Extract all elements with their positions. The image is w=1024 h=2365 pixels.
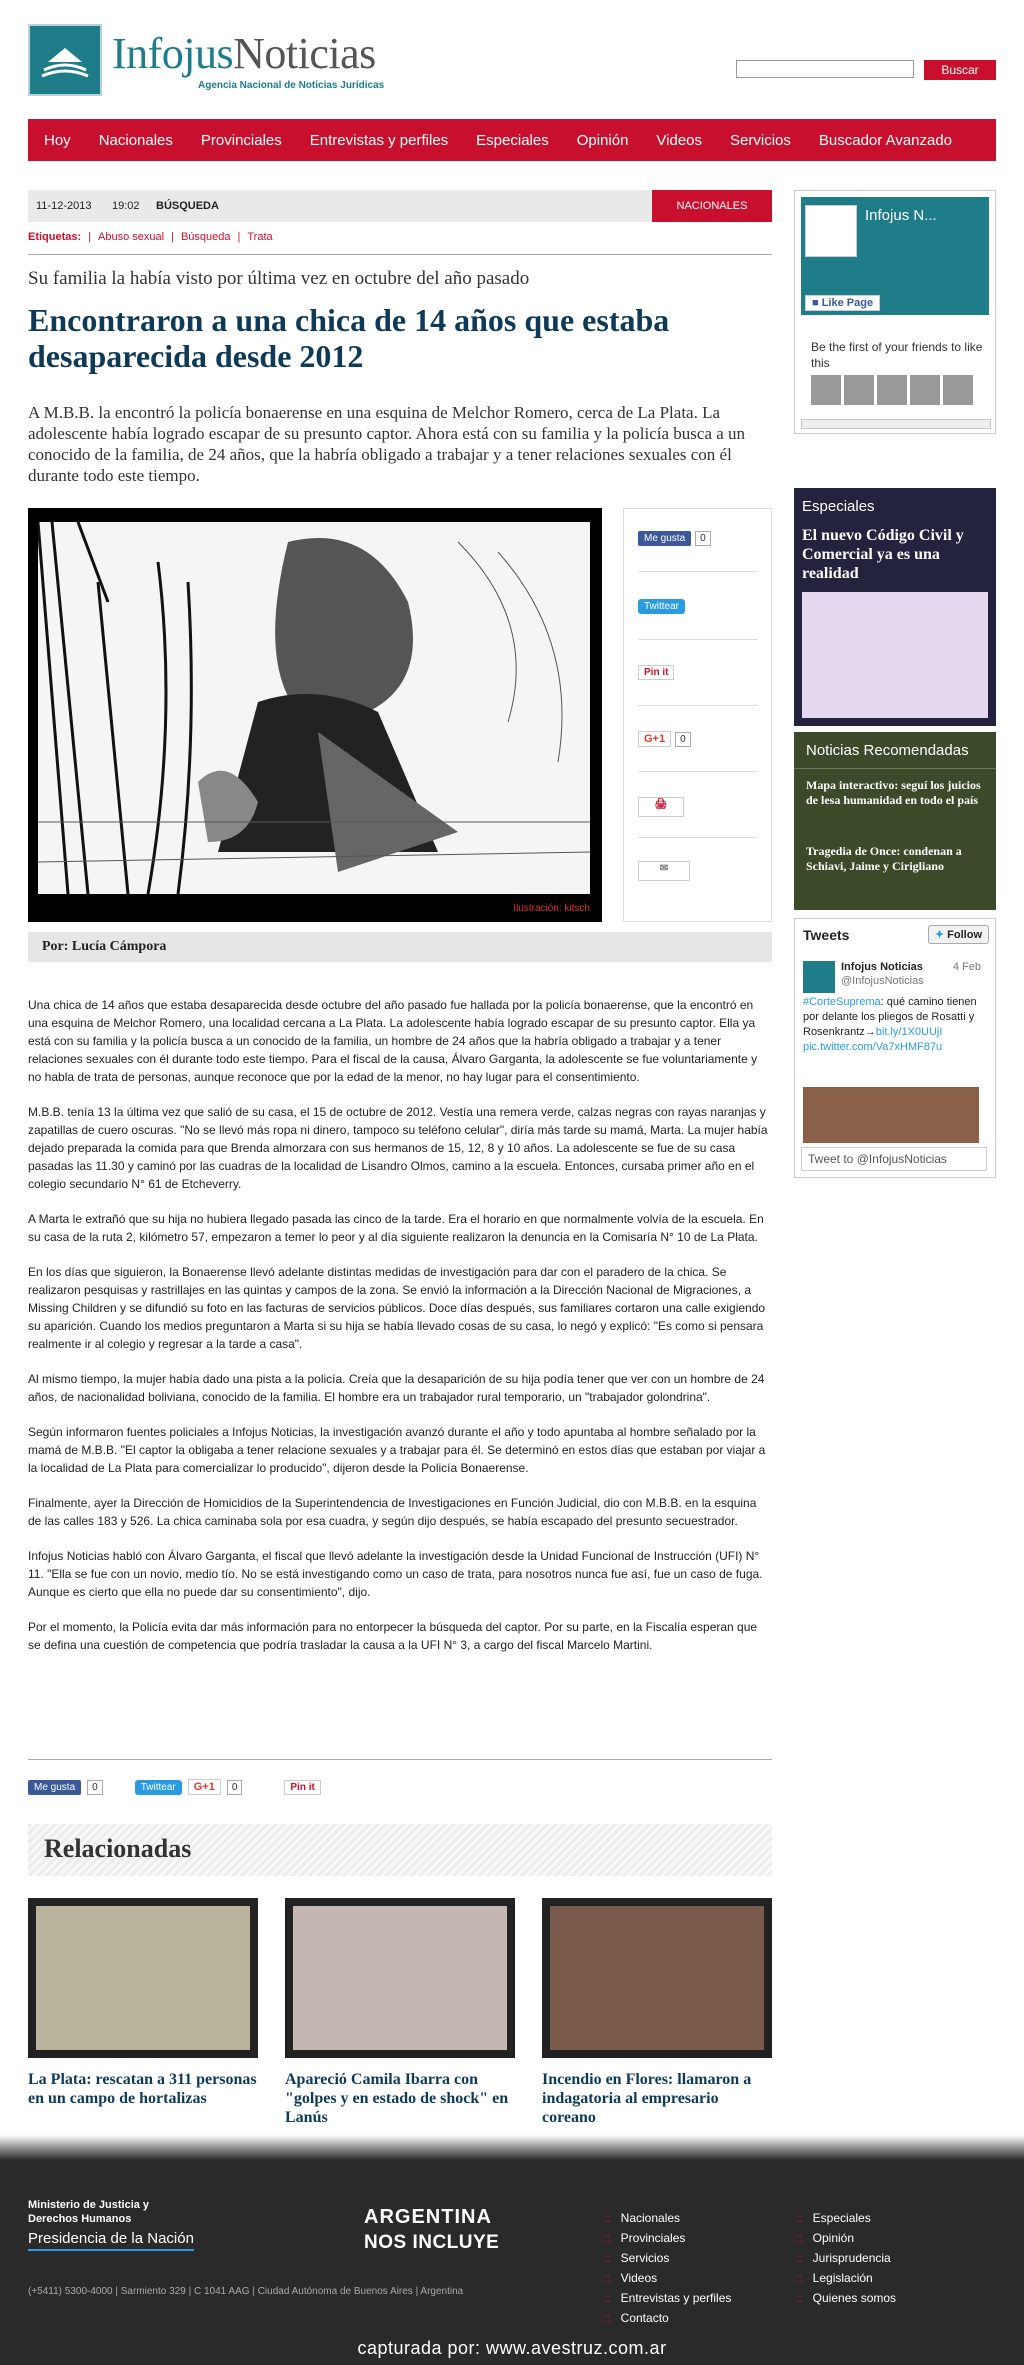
twitter-timeline-widget [794, 918, 996, 1178]
footer-link[interactable]: :: Entrevistas y perfiles [604, 2288, 731, 2308]
avatar[interactable] [943, 375, 973, 405]
tweets-title: Tweets [803, 927, 850, 943]
nav-item-provinciales[interactable]: Provinciales [200, 131, 282, 149]
footer-link[interactable]: :: Nacionales [604, 2208, 731, 2228]
recomendadas-box [794, 732, 996, 910]
avatar[interactable] [910, 375, 940, 405]
print-widget[interactable] [638, 797, 684, 817]
site-footer [0, 2160, 1024, 2365]
nav-item-buscador-avanzado[interactable]: Buscador Avanzado [818, 131, 953, 149]
tags-label: Etiquetas: [28, 231, 82, 243]
related-image[interactable] [28, 1898, 258, 2058]
capture-credit: capturada por: www.avestruz.com.ar [357, 2338, 667, 2358]
horizontal-scrollbar[interactable] [801, 419, 991, 429]
tweet-media-link[interactable]: pic.twitter.com/Va7xHMF87u [803, 1041, 943, 1053]
search-input[interactable] [736, 60, 914, 78]
avatar[interactable] [844, 375, 874, 405]
recomendada-link[interactable]: Tragedia de Once: condenan a Schiavi, Jaime y Cirigliano [806, 844, 962, 873]
gplus-count: 0 [675, 732, 691, 747]
body-paragraph: En los días que siguieron, la Bonaerense llevó adelante distintas medidas de investigación para dar con el paradero de la chica. Se realizaron pesquisas y rastrillajes en las quintas y campos de la zona. Se envió la información a la Dirección Nacional de Migraciones, a Missing Children y se difundió su foto en las facturas de servicios públicos. Doce días después, sus familiares cortaron una calle exigiendo su aparición. Cuando los medios preguntaron a Marta si su hija se había llevado cosas de su casa, lo negó y explicó: "Es como si pensara realmente ir al colegio y regresar a la tarde a casa". [28, 1265, 766, 1351]
article-headline: Encontraron a una chica de 14 años que estaba desaparecida desde 2012 [28, 302, 670, 374]
fb-like-button[interactable]: Me gusta [28, 1780, 81, 1795]
related-card[interactable] [28, 1898, 258, 2108]
recomendadas-header: Noticias Recomendadas [794, 732, 996, 769]
logo-subtitle: Agencia Nacional de Noticias Jurídicas [198, 80, 385, 91]
related-title[interactable]: La Plata: rescatan a 311 personas en un campo de hortalizas [28, 2071, 257, 2107]
section-badge[interactable]: NACIONALES [652, 190, 772, 222]
article-date: 11-12-2013 [36, 200, 92, 212]
avatar[interactable] [877, 375, 907, 405]
tweet-hashtag[interactable]: #CorteSuprema [803, 996, 881, 1008]
tag-link[interactable]: Trata [247, 231, 273, 243]
logo-name: InfojusNoticias [112, 29, 376, 78]
tweet-user[interactable]: Infojus Noticias [841, 961, 923, 973]
article-kicker: Su familia la había visto por última vez en octubre del año pasado [28, 268, 530, 289]
body-paragraph: Según informaron fuentes policiales a Infojus Noticias, la investigación avanzó durante el año y todo apuntaba al hombre señalado por la mamá de M.B.B. "El captor la obligaba a tener relacione sexuales y a trabajar para él. Se determinó en estos días que estaban por viajar a la localidad de La Plata para comercializar lo producido", dijeron desde la Policía Bonaerense. [28, 1425, 766, 1475]
illustration-caption: Ilustración: kitsch [513, 903, 590, 914]
body-paragraph: Infojus Noticias habló con Álvaro Garganta, el fiscal que llevó adelante la investigación desde la Unidad Funcional de Instrucción (UFI) N° 11. "Ella se fue con un novio, medio tío. No se está investigando como un caso de trata, para nosotros nunca fue así, fue un caso de fuga. Aunque es cierto que ella no puede dar su consentimiento", dijo. [28, 1549, 763, 1599]
fb-page-avatar[interactable] [805, 205, 857, 257]
related-heading-text: Relacionadas [44, 1834, 192, 1863]
share-column [623, 508, 772, 922]
footer-link[interactable]: :: Opinión [796, 2228, 896, 2248]
footer-address: (+5411) 5300-4000 | Sarmiento 329 | C 1041 AAG | Ciudad Autónoma de Buenos Aires | Argentina [28, 2286, 464, 2297]
fb-like-widget[interactable] [638, 531, 711, 546]
gplus-count: 0 [227, 1780, 243, 1795]
nav-item-nacionales[interactable]: Nacionales [98, 131, 173, 149]
fb-page-banner[interactable] [801, 197, 989, 315]
especiales-box[interactable] [794, 488, 996, 726]
article-section: BÚSQUEDA [156, 200, 219, 212]
gplus-button[interactable]: G+1 [188, 1779, 221, 1795]
footer-link[interactable]: :: Legislación [796, 2268, 896, 2288]
footer-fade [0, 2135, 1024, 2160]
especiales-image[interactable] [802, 592, 988, 718]
tweet-button[interactable]: Twittear [135, 1780, 182, 1795]
article-body [28, 996, 772, 1671]
nav-item-hoy[interactable]: Hoy [44, 131, 71, 149]
twitter-follow-button[interactable]: ✦ Follow [928, 925, 989, 944]
nav-item-videos[interactable]: Videos [656, 131, 703, 149]
tweet-to-input[interactable]: Tweet to @InfojusNoticias [801, 1147, 987, 1171]
body-paragraph: Por el momento, la Policía evita dar más información para no entorpecer la búsqueda del captor. Por su parte, en la Fiscalía esperan que se defina una cuestión de competencia que podría trasladar la causa a la UFI N° 3, a cargo del fiscal Marcelo Martini. [28, 1620, 758, 1652]
footer-link[interactable]: :: Jurisprudencia [796, 2248, 896, 2268]
related-image[interactable] [542, 1898, 772, 2058]
footer-links-col-2 [796, 2208, 896, 2308]
footer-link[interactable]: :: Servicios [604, 2248, 731, 2268]
body-paragraph: M.B.B. tenía 13 la última vez que salió de su casa, el 15 de octubre de 2012. Vestía una remera verde, calzas negras con rayas naranjas y zapatillas de cuero oscuras. "No se llevó más ropa ni dinero, tampoco su teléfono celular", diría más tarde su mamá, Marta. La mujer había dejado preparada la comida para que Brenda almorzara con sus hermanos de 15, 12, 8 y 10 años. La adolescente se fue de su casa pasadas las 11.30 y caminó por las cuadras de la localidad de Lisandro Olmos, camino a la escuela. Entonces, cursaba primer año en el colegio secundario N° 61 de Etcheverry. [28, 1105, 768, 1191]
main-nav [28, 119, 996, 161]
footer-link[interactable]: :: Especiales [796, 2208, 896, 2228]
related-title[interactable]: Apareció Camila Ibarra con "golpes y en estado de shock" en Lanús [285, 2071, 509, 2126]
gplus-button[interactable]: G+1 [638, 731, 671, 747]
article-illustration [28, 508, 602, 922]
fb-like-button[interactable]: Me gusta [638, 531, 691, 546]
tweet-text: #CorteSuprema: qué camino tienen por delante los pliegos de Rosatti y Rosenkrantz→bit.ly/1X0UUjI pic.twitter.com/Va7xHMF87u [803, 996, 977, 1053]
body-paragraph: Finalmente, ayer la Dirección de Homicidios de la Superintendencia de Investigaciones en Función Judicial, dio con M.B.B. en la esquina de las calles 183 y 526. La chica caminaba sola por esa cuadra, y según dijo después, se había escapado del presunto secuestrador. [28, 1496, 757, 1528]
recomendada-link[interactable]: Mapa interactivo: seguí los juicios de lesa humanidad en todo el país [806, 778, 981, 807]
fb-first-friends-text: Be the first of your friends to like this [811, 340, 983, 370]
related-heading [28, 1824, 772, 1876]
pinit-button[interactable]: Pin it [638, 665, 674, 680]
tags-row: Etiquetas: | Abuso sexual | Búsqueda | Trata [28, 231, 273, 243]
search-button[interactable]: Buscar [924, 60, 996, 80]
footer-presidencia[interactable]: Presidencia de la Nación [28, 2230, 194, 2251]
divider [28, 1759, 772, 1760]
related-image[interactable] [285, 1898, 515, 2058]
twitter-avatar[interactable] [803, 961, 835, 993]
fb-friend-faces [811, 375, 973, 405]
fb-page-name[interactable]: Infojus N... [865, 207, 937, 224]
especiales-label: Especiales [802, 498, 875, 515]
related-card[interactable] [285, 1898, 515, 2127]
especiales-title[interactable]: El nuevo Código Civil y Comercial ya es una realidad [802, 527, 964, 582]
footer-ministerio[interactable]: Ministerio de Justicia y Derechos Humanos [28, 2199, 150, 2225]
pinit-button[interactable]: Pin it [284, 1780, 320, 1795]
footer-nos-incluye: NOS INCLUYE [364, 2232, 500, 2253]
related-card[interactable] [542, 1898, 772, 2127]
fb-like-count: 0 [87, 1780, 103, 1795]
bottom-share-bar [28, 1779, 321, 1795]
divider [28, 254, 772, 255]
tweet-link[interactable]: bit.ly/1X0UUjI [875, 1026, 943, 1038]
related-title[interactable]: Incendio en Flores: llamaron a indagatoria al empresario coreano [542, 2071, 752, 2126]
footer-argentina: ARGENTINA [364, 2206, 492, 2228]
gplus-widget[interactable] [638, 731, 691, 747]
print-icon[interactable]: 🖨 [638, 797, 684, 817]
footer-link[interactable]: :: Provinciales [604, 2228, 731, 2248]
pinit-widget[interactable] [638, 665, 674, 680]
tweet-widget[interactable] [638, 599, 685, 614]
footer-link[interactable]: :: Videos [604, 2268, 731, 2288]
article-lead: A M.B.B. la encontró la policía bonaerense en una esquina de Melchor Romero, cerca de La Plata. La adolescente había logrado escapar de su presunto captor. Ahora está con su familia y la policía busca a un conocido de la familia, de 24 años, que la habría obligado a trabajar y a tener relaciones sexuales con él durante todo este tiempo. [28, 403, 746, 485]
tag-link[interactable]: Búsqueda [180, 231, 231, 243]
nav-item-opinion[interactable]: Opinión [576, 131, 629, 149]
tag-link[interactable]: Abuso sexual [98, 231, 165, 243]
fb-like-page-button[interactable]: ■ Like Page [805, 295, 880, 311]
nav-item-entrevistas[interactable]: Entrevistas y perfiles [309, 131, 449, 149]
fb-like-count: 0 [695, 531, 711, 546]
body-paragraph: Una chica de 14 años que estaba desaparecida desde octubre del año pasado fue hallada por la policía bonaerense, que la encontró en una esquina de Melchor Romero, una localidad cercana a La Plata. La adolescente había logrado escapar de su presunto captor. Ella ya está con su familia y la policía busca a un conocido de la familia, un hombre de 24 años que la habría obligado a trabajar y a tener relaciones sexuales con él durante todo este tiempo. Para el fiscal de la causa, Álvaro Garganta, la adolescente se fue voluntariamente y no habla de trata de personas, aunque reconoce que por la edad de la menor, no hay lugar para el consentimiento. [28, 998, 758, 1084]
tweet-handle[interactable]: @InfojusNoticias [841, 975, 924, 987]
email-icon[interactable]: ✉ [638, 861, 690, 881]
site-logo[interactable] [28, 24, 408, 98]
tweet-button[interactable]: Twittear [638, 599, 685, 614]
facebook-page-widget [794, 190, 996, 434]
email-widget[interactable] [638, 861, 690, 881]
footer-link[interactable]: :: Quienes somos [796, 2288, 896, 2308]
avatar[interactable] [811, 375, 841, 405]
tweet-date[interactable]: 4 Feb [952, 961, 981, 973]
article-byline: Por: Lucía Cámpora [28, 932, 772, 962]
tweet-media-image[interactable] [803, 1087, 979, 1143]
nav-item-especiales[interactable]: Especiales [476, 131, 549, 149]
nav-item-servicios[interactable]: Servicios [730, 131, 791, 149]
body-paragraph: A Marta le extrañó que su hija no hubiera llegado pasada las cinco de la tarde. Era el horario en que normalmente volvía de la escuela. En su casa de la ruta 2, kilómetro 57, empezaron a temer lo peor y al día siguiente realizaron la denuncia en la Comisaría N° 10 de La Plata. [28, 1212, 764, 1244]
footer-links-col-1 [604, 2208, 731, 2328]
body-paragraph: Al mismo tiempo, la mujer había dado una pista a la policía. Creía que la desaparición de su hija podía tener que ver con un hombre de 24 años, de nacionalidad boliviana, conocido de la familia. El hombre era un trabajador rural temporario, un "trabajador golondrina". [28, 1372, 765, 1404]
footer-link[interactable]: :: Contacto [604, 2308, 731, 2328]
article-time: 19:02 [112, 200, 140, 212]
book-logo-icon [28, 24, 102, 96]
